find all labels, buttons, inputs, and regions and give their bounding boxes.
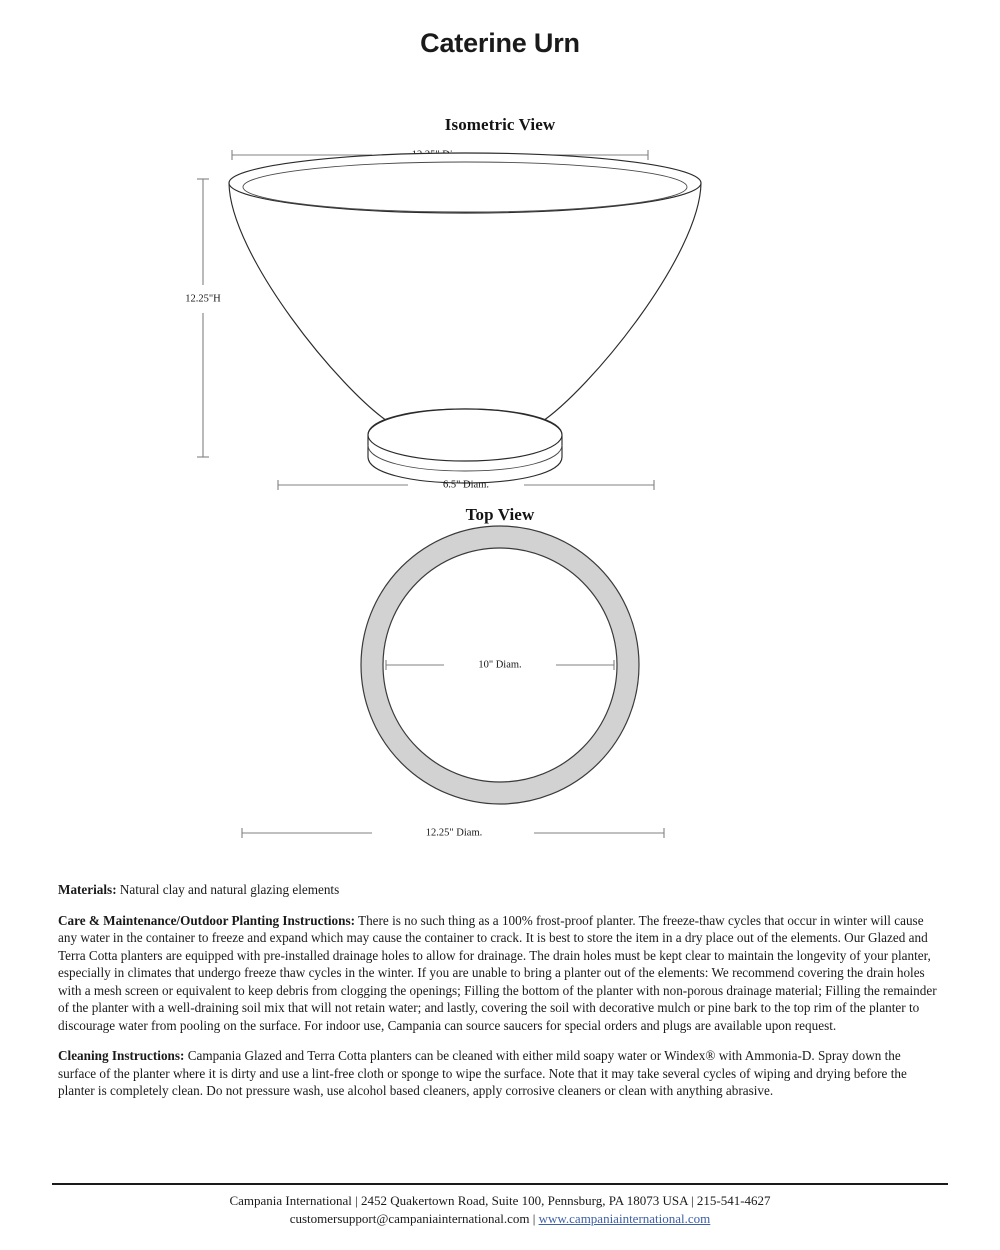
inner-diameter-label: 10" Diam. <box>478 659 522 671</box>
height-label: 12.25"H <box>185 293 221 305</box>
care-label: Care & Maintenance/Outdoor Planting Instructions: <box>58 912 355 928</box>
top-view-drawing <box>190 525 810 855</box>
footer-website-link[interactable]: www.campaniainternational.com <box>538 1210 711 1226</box>
isometric-view-drawing <box>185 135 810 495</box>
page-footer <box>52 1183 948 1228</box>
cleaning-paragraph <box>58 1047 942 1100</box>
urn-illustration <box>229 153 701 483</box>
top-view-drawing-wrap <box>52 525 948 855</box>
care-paragraph <box>58 912 942 1035</box>
care-text: There is no such thing as a 100% frost-proof planter. The freeze-thaw cycles that occur in winter will cause any water in the container to freeze and expand which may cause the container to crack. It is best to store the item in a dry place out of the elements. Our Glazed and Terra Cotta planters are equipped with pre-installed drainage holes to allow for drainage. The drain holes must be kept clear to maintain the longevity of your planter, especially in climates that undergo freeze thaw cycles in the winter. If you are unable to bring a planter out of the elements: We recommend covering the drain holes with a mesh screen or equivalent to keep debris from clogging the openings; Filling the bottom of the planter with non-porous drainage material; Filling the remainder of the planter with a well-draining soil mix that will not retain water; and lastly, covering the soil with decorative mulch or pine bark to the top rim of the planter to discourage water from pooling on the surface. For indoor use, Campania can source saucers for special orders and plugs are available upon request. <box>58 912 937 1033</box>
isometric-view-heading: Isometric View <box>444 115 556 134</box>
base-diameter-dimension <box>278 479 654 490</box>
footer-separator: | <box>529 1210 539 1226</box>
footer-contact-line <box>52 1210 948 1228</box>
footer-address-line: Campania International | 2452 Quakertown Road, Suite 100, Pennsburg, PA 18073 USA | 215-541-4627 <box>229 1192 771 1208</box>
materials-paragraph <box>58 881 942 899</box>
cleaning-label: Cleaning Instructions: <box>58 1048 185 1064</box>
page-title: Caterine Urn <box>420 28 580 58</box>
base-diameter-label: 6.5" Diam. <box>443 479 489 491</box>
top-view-heading: Top View <box>465 505 535 524</box>
isometric-drawing-wrap <box>52 135 948 495</box>
cleaning-text: Campania Glazed and Terra Cotta planters can be cleaned with either mild soapy water or Windex® with Ammonia-D. Spray down the surface of the planter where it is dirty and use a lint-free cloth or sponge to wipe the surface. Note that it may take several cycles of wiping and drying before the planter is completely clean. Do not pressure wash, use alcohol based cleaners, apply corrosive cleaners or clean with anything abrasive. <box>58 1048 907 1099</box>
specifications-text <box>52 881 948 1100</box>
footer-email: customersupport@campaniainternational.com <box>289 1210 530 1226</box>
height-dimension <box>185 179 221 457</box>
footer-divider <box>52 1183 948 1185</box>
materials-text: Natural clay and natural glazing elements <box>116 882 340 897</box>
outer-diameter-dimension <box>242 827 664 838</box>
materials-label: Materials: <box>58 882 117 897</box>
outer-diameter-label: 12.25" Diam. <box>425 827 483 839</box>
